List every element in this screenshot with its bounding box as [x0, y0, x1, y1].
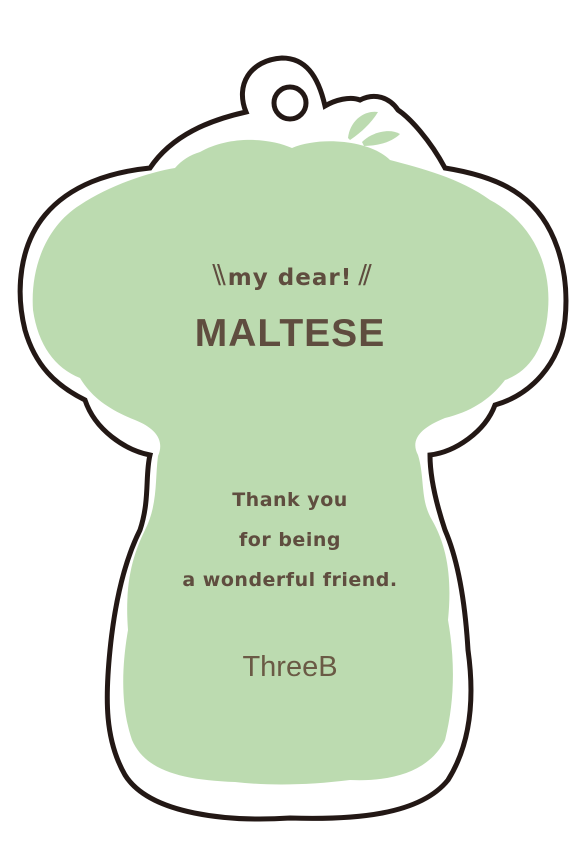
greeting-text: my dear!: [227, 265, 353, 291]
keyring-hole: [274, 87, 306, 119]
greeting-line: [0, 262, 580, 292]
breed-title: MALTESE: [194, 312, 386, 355]
message-line-2: for being: [239, 529, 341, 551]
message-line-3: a wonderful friend.: [182, 569, 398, 591]
signature: ThreeB: [242, 651, 338, 683]
right-accent-marks: //: [358, 260, 368, 290]
message-line-1: Thank you: [232, 489, 348, 511]
left-accent-marks: \\: [212, 260, 222, 290]
